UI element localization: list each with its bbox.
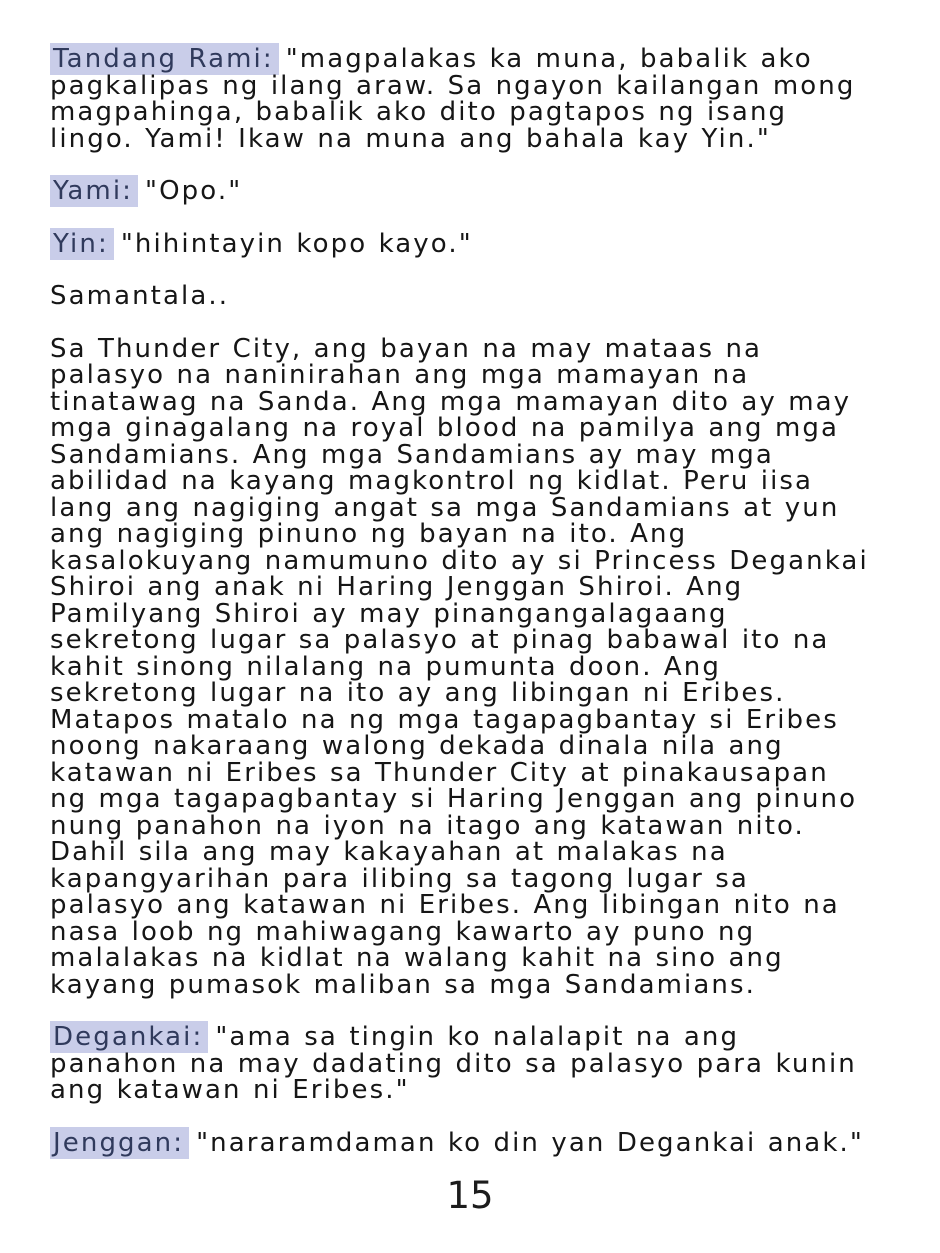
speaker-name-highlight: Yami: <box>50 175 138 207</box>
narration-text: Samantala.. <box>50 281 230 311</box>
narration-paragraph-samantala <box>50 283 872 310</box>
speaker-name-highlight: Degankai: <box>50 1021 208 1053</box>
dialogue-text: "magpalakas ka muna, babalik ako pagkalipas ng ilang araw. Sa ngayon kailangan mong magpahinga, babalik ako dito pagtapos ng isang lingo. Yami! Ikaw na muna ang bahala kay Yin." <box>50 44 856 154</box>
speaker-name-highlight: Tandang Rami: <box>50 43 279 75</box>
dialogue-paragraph-jenggan <box>50 1127 872 1158</box>
dialogue-text: "nararamdaman ko din yan Degankai anak." <box>196 1127 864 1158</box>
dialogue-text: "hihintayin kopo kayo." <box>120 228 473 259</box>
story-page-content <box>50 46 872 1182</box>
dialogue-text: "Opo." <box>145 176 243 206</box>
dialogue-paragraph-tandang-rami <box>50 46 872 152</box>
page-number: 15 <box>446 1174 494 1217</box>
speaker-name-highlight: Yin: <box>50 228 114 260</box>
dialogue-paragraph-yin <box>50 228 872 259</box>
dialogue-text: "ama sa tingin ko nalalapit na ang panahon na may dadating dito sa palasyo para kunin ang katawan ni Eribes." <box>50 1022 857 1105</box>
speaker-name-highlight: Jenggan: <box>50 1127 189 1159</box>
narration-paragraph-thunder-city <box>50 333 872 1000</box>
dialogue-paragraph-degankai <box>50 1024 872 1104</box>
dialogue-paragraph-yami <box>50 178 872 205</box>
narration-text: Sa Thunder City, ang bayan na may mataas na palasyo na naninirahan ang mga mamayan na tinatawag na Sanda. Ang mga mamayan dito ay may mga ginagalang na royal blood na pamilya ang mga Sandamians. Ang mga Sandamians ay may mga abilidad na kayang magkontrol ng kidlat. Peru iisa lang ang nagiging angat sa mga Sandamians at yun ang nagiging pinuno ng bayan na ito. Ang kasalokuyang namumuno dito ay si Princess Degankai Shiroi ang anak ni Haring Jenggan Shiroi. Ang Pamilyang Shiroi ay may pinangangalagaang sekretong lugar sa palasyo at pinag babawal ito na kahit sinong nilalang na pumunta doon. Ang sekretong lugar na ito ay ang libingan ni Eribes. Matapos matalo na ng mga tagapagbantay si Eribes noong nakaraang walong dekada dinala nila ang katawan ni Eribes sa Thunder City at pinakausapan ng mga tagapagbantay si Haring Jenggan ang pinuno nung panahon na iyon na itago ang katawan nito. Dahil sila ang may kakayahan at malakas na kapangyarihan para ilibing sa tagong lugar sa palasyo ang katawan ni Eribes. Ang libingan nito na nasa loob ng mahiwagang kawarto ay puno ng malalakas na kidlat na walang kahit na sino ang kayang pumasok maliban sa mga Sandamians. <box>50 333 869 1000</box>
